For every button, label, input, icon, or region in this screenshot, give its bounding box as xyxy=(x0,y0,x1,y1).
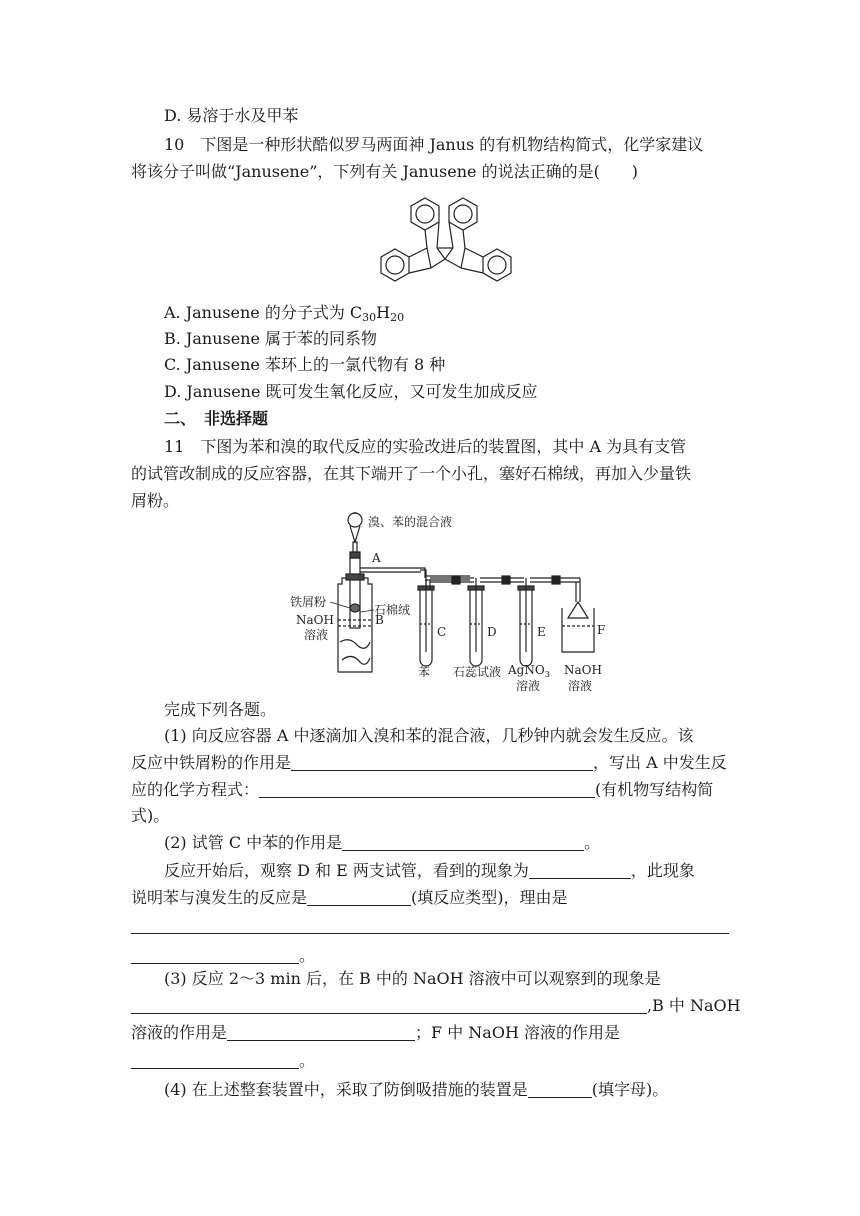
benzene-ring-upper-left xyxy=(411,198,439,230)
answer-blank-iron-role[interactable] xyxy=(291,752,593,771)
p2-line3-text-a: 说明苯与溴发生的反应是 xyxy=(131,888,308,907)
p1-line2-text-b: ，写出 A 中发生反 xyxy=(593,753,727,772)
p2-line1 xyxy=(164,830,764,856)
answer-blank-f-naoh-role[interactable] xyxy=(131,1050,299,1069)
p4-line1-text-a: (4) 在上述整套装置中，采取了防倒吸措施的装置是 xyxy=(164,1080,528,1099)
p2-line3 xyxy=(131,885,731,911)
q9-option-d: D. 易溶于水及甲苯 xyxy=(164,106,299,125)
label-agno3: AgNO$_3$ xyxy=(508,663,550,679)
q11-stem-line2: 的试管改制成的反应容器，在其下端开了一个小孔，塞好石棉绒，再加入少量铁 xyxy=(131,464,692,483)
apparatus-diagram xyxy=(280,512,620,694)
beaker-f xyxy=(562,608,594,652)
q10-option-d: D. Janusene 既可发生氧化反应，又可发生加成反应 xyxy=(164,382,538,401)
label-naoh-b1: NaOH xyxy=(296,613,334,627)
answer-blank-reaction-type[interactable] xyxy=(307,887,411,906)
p2-line3-text-b: (填反应类型)，理由是 xyxy=(411,888,568,907)
p4-line1 xyxy=(164,1077,764,1103)
p2-line2-text-a: 反应开始后，观察 D 和 E 两支试管，看到的现象为 xyxy=(164,861,529,880)
p2-line1-text-a: (2) 试管 C 中苯的作用是 xyxy=(164,833,343,852)
label-asbestos: 石棉绒 xyxy=(374,603,411,617)
label-d: D xyxy=(487,625,497,639)
p1-line1: (1) 向反应容器 A 中逐滴加入溴和苯的混合液，几秒钟内就会发生反应。该 xyxy=(164,726,694,745)
p1-line2-text-a: 反应中铁屑粉的作用是 xyxy=(131,753,292,772)
p3-line4 xyxy=(131,1048,731,1074)
p2-line2-text-b: ，此现象 xyxy=(630,861,695,880)
benzene-ring-lower-right xyxy=(483,249,511,281)
label-a: A xyxy=(372,551,381,565)
benzene-ring-upper-right xyxy=(449,198,477,230)
label-naoh-f1: NaOH xyxy=(564,663,602,677)
p3-line3-text-a: 溶液的作用是 xyxy=(131,1023,228,1042)
p1-line2 xyxy=(131,750,731,776)
funnel-bulb xyxy=(348,513,362,527)
p2-line5-text: 。 xyxy=(299,946,316,965)
p2-line1-text-b: 。 xyxy=(584,833,601,852)
q10-option-b: B. Janusene 属于苯的同系物 xyxy=(164,329,378,348)
label-b: B xyxy=(375,613,384,627)
answer-blank-reason-cont[interactable] xyxy=(131,945,299,964)
q10-option-a-text: A. Janusene 的分子式为 C xyxy=(164,303,363,322)
janusene-structure xyxy=(375,193,520,293)
q11-stem-line3: 屑粉。 xyxy=(131,491,180,510)
label-funnel: 溴、苯的混合液 xyxy=(368,515,453,529)
answer-blank-b-phenomenon[interactable] xyxy=(131,995,647,1014)
p1-line3-text-b: (有机物写结构简 xyxy=(595,780,714,799)
p2-line2 xyxy=(164,858,764,884)
p1-line3 xyxy=(131,777,731,803)
p3-line3-text-b: ；F 中 NaOH 溶液的作用是 xyxy=(415,1023,620,1042)
label-benzene: 苯 xyxy=(418,665,431,679)
p4-line1-text-b: (填字母)。 xyxy=(591,1080,669,1099)
answer-rule-reason[interactable] xyxy=(131,933,729,934)
q11-stem-line1: 11 下图为苯和溴的取代反应的实验改进后的装置图，其中 A 为具有支管 xyxy=(164,437,687,456)
p3-line1: (3) 反应 2～3 min 后，在 B 中的 NaOH 溶液中可以观察到的现象是 xyxy=(164,969,661,988)
p3-line2-text: ,B 中 NaOH xyxy=(647,996,741,1015)
label-agno3-2: 溶液 xyxy=(516,679,541,693)
answer-blank-benzene-role[interactable] xyxy=(342,832,584,851)
q10-option-a-h: H xyxy=(376,303,391,322)
label-litmus: 石蕊试液 xyxy=(453,665,502,679)
q10-stem-line1: 10 下图是一种形状酷似罗马两面神 Janus 的有机物结构简式，化学家建议 xyxy=(164,135,704,154)
subscript-20: 20 xyxy=(390,311,405,324)
label-e: E xyxy=(537,625,546,639)
answer-blank-equation[interactable] xyxy=(259,779,595,798)
inverted-funnel xyxy=(568,602,588,618)
p1-line3-text-a: 应的化学方程式： xyxy=(131,780,260,799)
label-f: F xyxy=(597,623,606,637)
p3-line2 xyxy=(131,993,741,1019)
instruction: 完成下列各题。 xyxy=(164,700,277,719)
section-heading: 二、 非选择题 xyxy=(164,409,269,428)
q10-option-c: C. Janusene 苯环上的一氯代物有 8 种 xyxy=(164,355,446,374)
p3-line3 xyxy=(131,1020,731,1046)
label-c: C xyxy=(437,625,447,639)
answer-blank-phenomenon[interactable] xyxy=(529,860,631,879)
p3-line4-text: 。 xyxy=(299,1051,316,1070)
q10-option-a xyxy=(164,300,764,326)
label-naoh-f2: 溶液 xyxy=(568,679,593,693)
label-iron: 铁屑粉 xyxy=(290,595,327,609)
reaction-tube-a xyxy=(350,558,360,628)
subscript-30: 30 xyxy=(362,311,377,324)
p1-line4: 式)。 xyxy=(131,806,170,825)
q10-stem-line2: 将该分子叫做“Janusene”，下列有关 Janusene 的说法正确的是( ) xyxy=(131,162,639,181)
label-naoh-b2: 溶液 xyxy=(304,628,329,642)
answer-blank-b-naoh-role[interactable] xyxy=(227,1022,415,1041)
benzene-ring-lower-left xyxy=(381,249,409,281)
answer-blank-anti-suckback[interactable] xyxy=(528,1079,592,1098)
